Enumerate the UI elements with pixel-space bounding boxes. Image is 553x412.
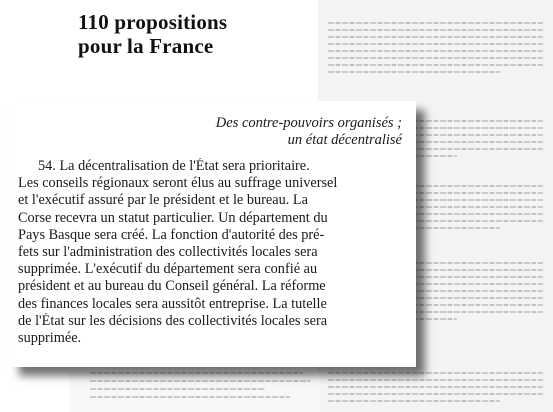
text-line: Pays Basque sera créé. La fonction d'autorité des pré- [18,226,325,243]
text-line: des finances locales sera aussitôt entreprise. La tutelle [18,295,327,312]
book-title-line: pour la France [78,34,214,58]
background-paragraph [328,372,543,407]
text-line: de l'État sur les décisions des collectivités locales sera [18,312,328,329]
text-line: supprimée. [18,330,82,347]
section-heading-line: un état décentralisé [287,132,402,148]
background-paragraph [328,22,543,78]
section-heading-line: Des contre-pouvoirs organisés ; [215,115,402,131]
text-line: président et au bureau du Conseil général. La réforme [18,278,326,295]
text-line: Les conseils régionaux seront élus au suffrage universel [18,175,338,192]
text-line: et l'exécutif assuré par le président et le bureau. La [18,192,308,209]
text-line: supprimée. L'exécutif du département sera confié au [18,261,318,278]
text-line: 54. La décentralisation de l'État sera prioritaire. [38,158,310,174]
book-title [78,10,227,58]
section-heading [216,115,402,149]
text-line: Corse recevra un statut particulier. Un département du [18,209,328,226]
text-line: fets sur l'administration des collectivités locales sera [18,244,318,261]
excerpt-text [18,158,410,347]
book-title-line: 110 propositions [78,10,228,34]
excerpt-card [10,101,416,367]
background-bottom-text [70,372,320,412]
